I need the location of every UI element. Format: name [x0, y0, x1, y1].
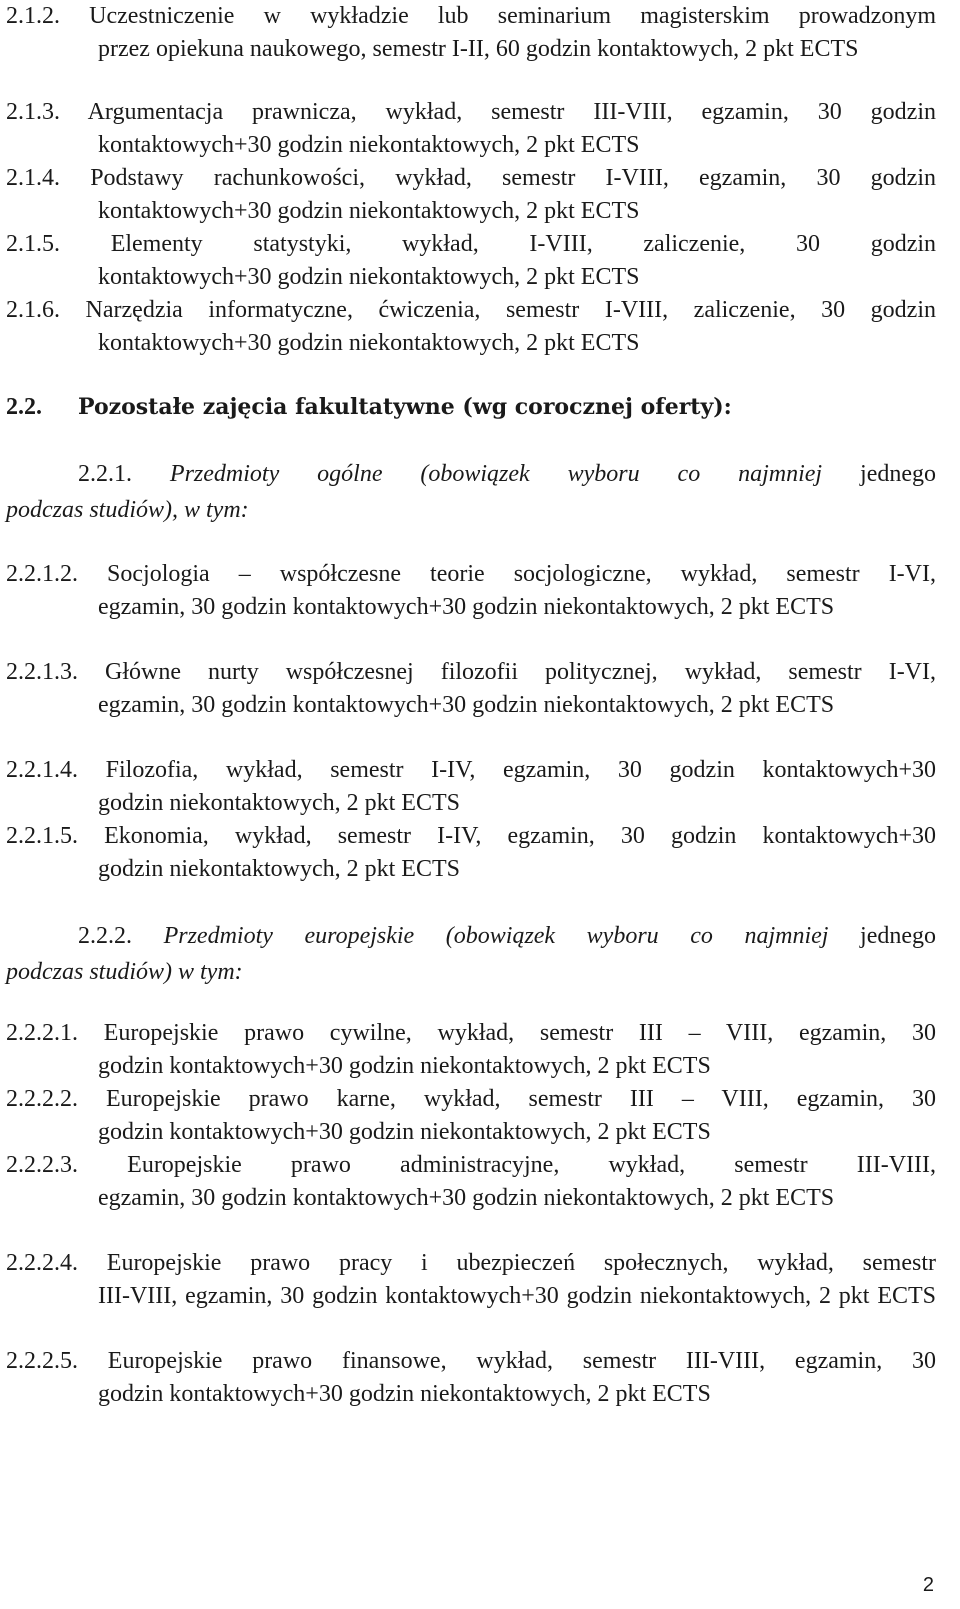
list-item-2-1-4	[6, 162, 936, 228]
item-text: Ekonomia, wykład, semestr I-IV, egzamin, 30 godzin kontaktowych+30	[104, 823, 937, 849]
list-item-2-2-1-3	[6, 656, 936, 722]
subsection-title: Przedmioty ogólne (obowiązek wyboru co najmniej	[169, 461, 823, 487]
item-text-continued: egzamin, 30 godzin kontaktowych+30 godzin niekontaktowych, 2 pkt ECTS	[98, 1185, 835, 1211]
item-text: Podstawy rachunkowości, wykład, semestr I-VIII, egzamin, 30 godzin	[90, 165, 936, 191]
subsection-2-2-2	[6, 918, 936, 990]
item-text: Główne nurty współczesnej filozofii politycznej, wykład, semestr I-VI,	[105, 659, 937, 685]
item-number: 2.1.3.	[6, 99, 60, 125]
item-number: 2.2.1.4.	[6, 757, 78, 783]
item-number: 2.1.6.	[6, 297, 60, 323]
page-number: 2	[922, 1574, 934, 1596]
subsection-number: 2.2.2.	[78, 923, 132, 949]
item-text-continued: kontaktowych+30 godzin niekontaktowych, 2 pkt ECTS	[98, 264, 640, 290]
item-text-continued: godzin kontaktowych+30 godzin niekontaktowych, 2 pkt ECTS	[98, 1381, 711, 1407]
item-text-continued: przez opiekuna naukowego, semestr I-II, 60 godzin kontaktowych, 2 pkt ECTS	[98, 36, 859, 62]
list-item-2-2-2-3	[6, 1149, 936, 1215]
list-item-2-2-1-4	[6, 754, 936, 820]
item-text: Narzędzia informatyczne, ćwiczenia, semestr I-VIII, zaliczenie, 30 godzin	[85, 297, 936, 323]
item-text-continued: egzamin, 30 godzin kontaktowych+30 godzin niekontaktowych, 2 pkt ECTS	[98, 594, 835, 620]
item-text: Argumentacja prawnicza, wykład, semestr III-VIII, egzamin, 30 godzin	[87, 99, 936, 125]
list-item-2-2-2-4	[6, 1247, 936, 1313]
subsection-title-continued: podczas studiów) w tym:	[6, 959, 243, 985]
item-text-continued: kontaktowych+30 godzin niekontaktowych, 2 pkt ECTS	[98, 132, 640, 158]
item-text-continued: godzin niekontaktowych, 2 pkt ECTS	[98, 856, 460, 882]
item-text-continued: godzin niekontaktowych, 2 pkt ECTS	[98, 790, 460, 816]
item-text-continued: godzin kontaktowych+30 godzin niekontaktowych, 2 pkt ECTS	[98, 1119, 711, 1145]
item-number: 2.2.1.3.	[6, 659, 78, 685]
item-text: Socjologia – współczesne teorie socjologiczne, wykład, semestr I-VI,	[107, 561, 936, 587]
list-item-2-1-2	[6, 0, 936, 66]
section-heading-2-2	[6, 391, 936, 424]
item-text: Europejskie prawo administracyjne, wykład, semestr III-VIII,	[127, 1152, 937, 1178]
item-number: 2.2.2.4.	[6, 1250, 78, 1276]
item-number: 2.2.2.2.	[6, 1086, 78, 1112]
subsection-title: Przedmioty europejskie (obowiązek wyboru co najmniej	[163, 923, 829, 949]
item-number: 2.1.2.	[6, 3, 60, 29]
section-number: 2.2.	[6, 394, 42, 420]
subsection-2-2-1	[6, 456, 936, 528]
item-text: Europejskie prawo pracy i ubezpieczeń społecznych, wykład, semestr	[106, 1250, 936, 1276]
item-number: 2.2.1.5.	[6, 823, 78, 849]
item-text: Uczestniczenie w wykładzie lub seminarium magisterskim prowadzonym	[89, 3, 936, 29]
item-text: Elementy statystyki, wykład, I-VIII, zaliczenie, 30 godzin	[110, 231, 937, 257]
item-number: 2.1.4.	[6, 165, 60, 191]
subsection-title-continued: podczas studiów), w tym:	[6, 497, 249, 523]
list-item-2-2-2-2	[6, 1083, 936, 1149]
item-text: Europejskie prawo cywilne, wykład, semestr III – VIII, egzamin, 30	[103, 1020, 936, 1046]
item-text: Europejskie prawo finansowe, wykład, semestr III-VIII, egzamin, 30	[107, 1348, 937, 1374]
list-item-2-1-6	[6, 294, 936, 360]
item-number: 2.2.2.3.	[6, 1152, 78, 1178]
item-number: 2.2.2.1.	[6, 1020, 78, 1046]
list-item-2-2-1-5	[6, 820, 936, 886]
item-number: 2.1.5.	[6, 231, 60, 257]
list-item-2-2-2-1	[6, 1017, 936, 1083]
subsection-title-plain: jednego	[860, 923, 937, 949]
list-item-2-1-5	[6, 228, 936, 294]
item-text-continued: egzamin, 30 godzin kontaktowych+30 godzin niekontaktowych, 2 pkt ECTS	[98, 692, 835, 718]
item-text-continued: III-VIII, egzamin, 30 godzin kontaktowych+30 godzin niekontaktowych, 2 pkt ECTS	[98, 1283, 936, 1309]
subsection-title-plain: jednego	[860, 461, 937, 487]
list-item-2-2-1-2	[6, 558, 936, 624]
section-title: Pozostałe zajęcia fakultatywne (wg corocznej oferty):	[78, 394, 732, 420]
item-text-continued: kontaktowych+30 godzin niekontaktowych, 2 pkt ECTS	[98, 330, 640, 356]
item-number: 2.2.1.2.	[6, 561, 78, 587]
item-text: Filozofia, wykład, semestr I-IV, egzamin, 30 godzin kontaktowych+30	[105, 757, 937, 783]
item-text-continued: godzin kontaktowych+30 godzin niekontaktowych, 2 pkt ECTS	[98, 1053, 711, 1079]
item-number: 2.2.2.5.	[6, 1348, 78, 1374]
list-item-2-1-3	[6, 96, 936, 162]
item-text: Europejskie prawo karne, wykład, semestr III – VIII, egzamin, 30	[106, 1086, 937, 1112]
subsection-number: 2.2.1.	[78, 461, 132, 487]
list-item-2-2-2-5	[6, 1345, 936, 1411]
item-text-continued: kontaktowych+30 godzin niekontaktowych, 2 pkt ECTS	[98, 198, 640, 224]
